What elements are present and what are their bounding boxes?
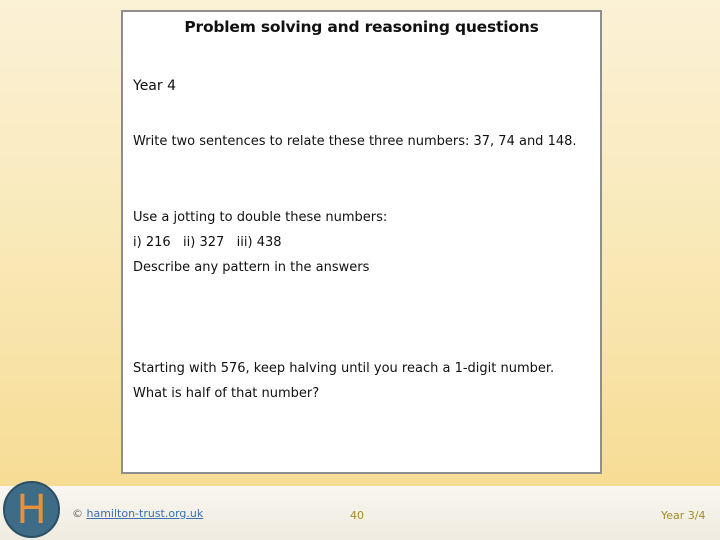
question-2-prompt: Use a jotting to double these numbers:	[133, 210, 388, 225]
copyright	[72, 507, 203, 520]
question-card	[121, 10, 602, 474]
year-heading: Year 4	[133, 78, 176, 94]
copyright-link[interactable]: hamilton-trust.org.uk	[86, 507, 204, 520]
question-2-numbers: i) 216 ii) 327 iii) 438	[133, 235, 282, 250]
hamilton-logo-icon	[3, 481, 60, 538]
logo-letter: H	[16, 487, 47, 533]
question-3-line-1: Starting with 576, keep halving until you reach a 1-digit number.	[133, 361, 555, 376]
page-title: Problem solving and reasoning questions	[184, 18, 539, 36]
year-label: Year 3/4	[661, 509, 706, 522]
question-2-followup: Describe any pattern in the answers	[133, 260, 370, 275]
copyright-symbol: ©	[72, 507, 83, 520]
question-1: Write two sentences to relate these three numbers: 37, 74 and 148.	[133, 134, 577, 149]
page-number: 40	[350, 509, 364, 522]
question-3-line-2: What is half of that number?	[133, 386, 320, 401]
